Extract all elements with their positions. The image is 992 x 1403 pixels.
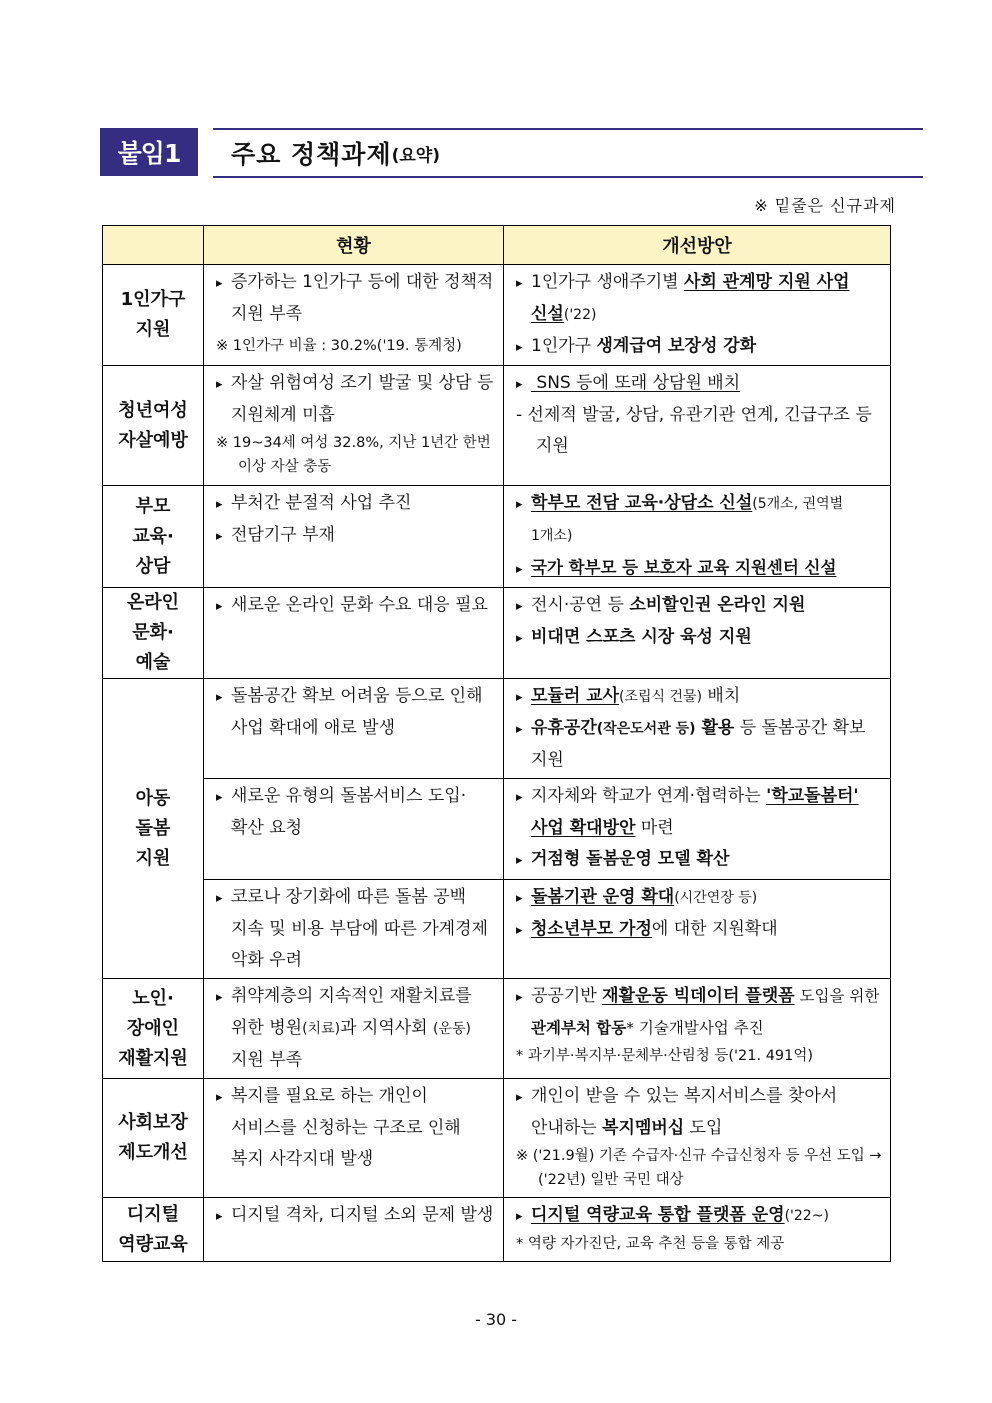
table-header-row xyxy=(103,226,891,265)
page-title-suffix: (요약) xyxy=(391,145,440,166)
list-item: ▸ 국가 학부모 등 보호자 교육 지원센터 신설 xyxy=(516,552,882,585)
table-row xyxy=(103,1079,891,1198)
current-cell xyxy=(204,779,504,880)
table-row xyxy=(103,366,891,486)
list-item: ▸ 1인가구 생애주기별 사회 관계망 지원 사업 신설('22) xyxy=(516,267,882,331)
table-row xyxy=(103,779,891,880)
current-cell xyxy=(204,679,504,779)
list-item: ▸ 디지털 격차, 디지털 소외 문제 발생 xyxy=(216,1200,495,1232)
category-cell: 사회보장 제도개선 xyxy=(103,1079,204,1198)
list-item: ▸ 전담기구 부재 xyxy=(216,520,495,552)
footnote: * 과기부·복지부·문체부·산림청 등('21. 491억) xyxy=(516,1048,814,1064)
current-cell xyxy=(204,366,504,486)
list-item: ▸ 모듈러 교사(조립식 건물) 배치 xyxy=(516,681,882,713)
list-item: ▸ 복지를 필요로 하는 개인이 서비스를 신청하는 구조로 인해 복지 사각지대 발생 xyxy=(216,1081,495,1175)
current-cell xyxy=(204,588,504,679)
footnote: ※ 1인가구 비율 : 30.2%('19. 통계청) xyxy=(216,338,462,354)
table-row xyxy=(103,880,891,979)
column-header-current: 현황 xyxy=(204,226,504,265)
attachment-badge: 붙임1 xyxy=(100,128,198,176)
list-item: ▸ 코로나 장기화에 따른 돌봄 공백 지속 및 비용 부담에 따른 가계경제 악화 우려 xyxy=(216,882,495,976)
list-item: ▸ 청소년부모 가정에 대한 지원확대 xyxy=(516,914,882,946)
list-item: - 선제적 발굴, 상담, 유관기관 연계, 긴급구조 등 지원 xyxy=(516,405,872,456)
current-cell xyxy=(204,979,504,1079)
list-item: ▸ 비대면 스포츠 시장 육성 지원 xyxy=(516,622,882,654)
table-row xyxy=(103,679,891,779)
category-cell: 아동 돌봄 지원 xyxy=(103,679,204,979)
list-item: ▸ 새로운 유형의 돌봄서비스 도입·확산 요청 xyxy=(216,781,495,844)
category-cell: 디지털 역량교육 xyxy=(103,1198,204,1262)
table-row xyxy=(103,1198,891,1262)
list-item: ▸ 거점형 돌봄운영 모델 확산 xyxy=(516,844,882,876)
list-item: ▸ 유휴공간(작은도서관 등) 활용 등 돌봄공간 확보 지원 xyxy=(516,713,882,776)
policy-table xyxy=(102,225,891,1262)
list-item: ▸ 전시·공연 등 소비할인권 온라인 지원 xyxy=(516,590,882,622)
list-item: ▸ 증가하는 1인가구 등에 대한 정책적 지원 부족 xyxy=(216,267,495,330)
table-row xyxy=(103,588,891,679)
list-item: ▸ 돌봄기관 운영 확대(시간연장 등) xyxy=(516,882,882,914)
footnote: ※ 19~34세 여성 32.8%, 지난 1년간 한번 이상 자살 충동 xyxy=(216,435,491,475)
list-item: ▸ 지자체와 학교가 연계·협력하는 '학교돌봄터' 사업 확대방안 마련 xyxy=(516,781,882,844)
list-item: ▸ 디지털 역량교육 통합 플랫폼 운영('22~) xyxy=(516,1200,882,1232)
list-item: ▸ 1인가구 생계급여 보장성 강화 xyxy=(516,331,882,363)
category-cell: 온라인 문화· 예술 xyxy=(103,588,204,679)
improvement-cell xyxy=(504,880,891,979)
page-number: - 30 - xyxy=(474,1310,518,1329)
table-row xyxy=(103,265,891,366)
current-cell xyxy=(204,880,504,979)
footnote: * 역량 자가진단, 교육 추천 등을 통합 제공 xyxy=(516,1236,785,1252)
list-item: ▸ 취약계층의 지속적인 재활치료를 위한 병원(치료)과 지역사회 (운동) 지원 부족 xyxy=(216,981,495,1076)
footnote: ※ ('21.9월) 기존 수급자·신규 수급신청자 등 우선 도입 → ('22년) 일반 국민 대상 xyxy=(516,1148,882,1188)
column-header-improvement: 개선방안 xyxy=(504,226,891,265)
page-title: 주요 정책과제 xyxy=(231,140,392,169)
current-cell xyxy=(204,1198,504,1262)
list-item: ▸ 부처간 분절적 사업 추진 xyxy=(216,488,495,520)
improvement-cell xyxy=(504,265,891,366)
category-cell: 청년여성 자살예방 xyxy=(103,366,204,486)
current-cell xyxy=(204,1079,504,1198)
current-cell xyxy=(204,265,504,366)
list-item: ▸ 자살 위험여성 조기 발굴 및 상담 등 지원체계 미흡 xyxy=(216,368,495,431)
category-cell: 1인가구 지원 xyxy=(103,265,204,366)
section-header xyxy=(100,128,923,178)
category-cell: 부모 교육· 상담 xyxy=(103,486,204,588)
list-item: ▸ 개인이 받을 수 있는 복지서비스를 찾아서 안내하는 복지멤버십 도입 xyxy=(516,1081,882,1144)
list-item: ▸ 돌봄공간 확보 어려움 등으로 인해 사업 확대에 애로 발생 xyxy=(216,681,495,744)
improvement-cell xyxy=(504,1079,891,1198)
title-bar xyxy=(213,128,923,178)
list-item: ▸ 공공기반 재활운동 빅데이터 플랫폼 도입을 위한 관계부처 합동* 기술개발사업 추진 xyxy=(516,981,882,1044)
improvement-cell xyxy=(504,779,891,880)
table-row xyxy=(103,979,891,1079)
improvement-cell xyxy=(504,1198,891,1262)
improvement-cell xyxy=(504,588,891,679)
improvement-cell xyxy=(504,679,891,779)
underline-note: ※ 밑줄은 신규과제 xyxy=(754,196,896,215)
table-row xyxy=(103,486,891,588)
current-cell xyxy=(204,486,504,588)
improvement-cell xyxy=(504,366,891,486)
category-cell: 노인· 장애인 재활지원 xyxy=(103,979,204,1079)
list-item: ▸ 새로운 온라인 문화 수요 대응 필요 xyxy=(216,590,495,622)
list-item: ▸ 학부모 전담 교육·상담소 신설(5개소, 권역별 1개소) xyxy=(516,488,882,552)
list-item: ▸ SNS 등에 또래 상담원 배치 xyxy=(516,368,882,400)
improvement-cell xyxy=(504,486,891,588)
corner-cell xyxy=(103,226,204,265)
improvement-cell xyxy=(504,979,891,1079)
